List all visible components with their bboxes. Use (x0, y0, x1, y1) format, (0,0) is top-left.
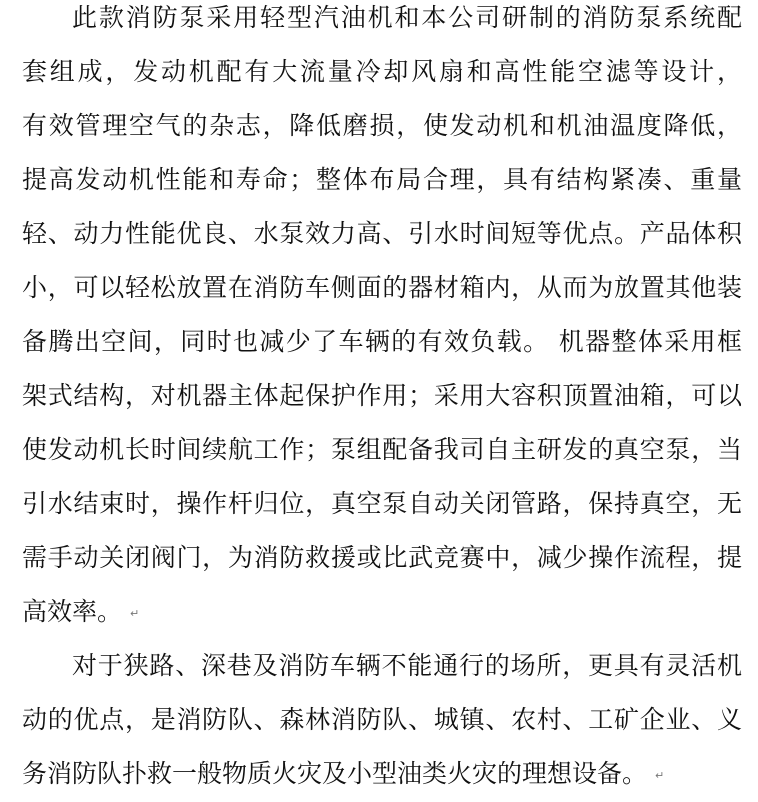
text-line: 备腾出空间，同时也减少了车辆的有效负载。 机器整体采用框 (22, 327, 742, 356)
text-line: 对于狭路、深巷及消防车辆不能通行的场所，更具有灵活机 (72, 651, 742, 680)
text-line: 套组成，发动机配有大流量冷却风扇和高性能空滤等设计， (22, 57, 742, 86)
text-line-final (22, 584, 742, 640)
text-line: 此款消防泵采用轻型汽油机和本公司研制的消防泵系统配 (72, 3, 742, 32)
text-line-content: 务消防队扑救一般物质火灾及小型油类火灾的理想设备。 (22, 759, 648, 788)
text-line: 轻、动力性能优良、水泵效力高、引水时间短等优点。产品体积 (22, 219, 742, 248)
text-line: 有效管理空气的杂志，降低磨损，使发动机和机油温度降低， (22, 111, 742, 140)
text-line: 提高发动机性能和寿命；整体布局合理，具有结构紧凑、重量 (22, 165, 742, 194)
text-line-final (22, 746, 742, 802)
text-line: 引水结束时，操作杆归位，真空泵自动关闭管路，保持真空，无 (22, 489, 742, 518)
text-line: 小，可以轻松放置在消防车侧面的器材箱内，从而为放置其他装 (22, 273, 742, 302)
text-line: 架式结构，对机器主体起保护作用；采用大容积顶置油箱，可以 (22, 381, 742, 410)
paragraph-mark-icon: ↵ (130, 607, 140, 620)
text-line-content: 高效率。 (22, 597, 123, 626)
text-line: 动的优点，是消防队、森林消防队、城镇、农村、工矿企业、义 (22, 705, 742, 734)
text-line: 需手动关闭阀门，为消防救援或比武竞赛中，减少操作流程，提 (22, 543, 742, 572)
paragraph-mark-icon: ↵ (655, 769, 665, 782)
text-line: 使发动机长时间续航工作；泵组配备我司自主研发的真空泵，当 (22, 435, 742, 464)
